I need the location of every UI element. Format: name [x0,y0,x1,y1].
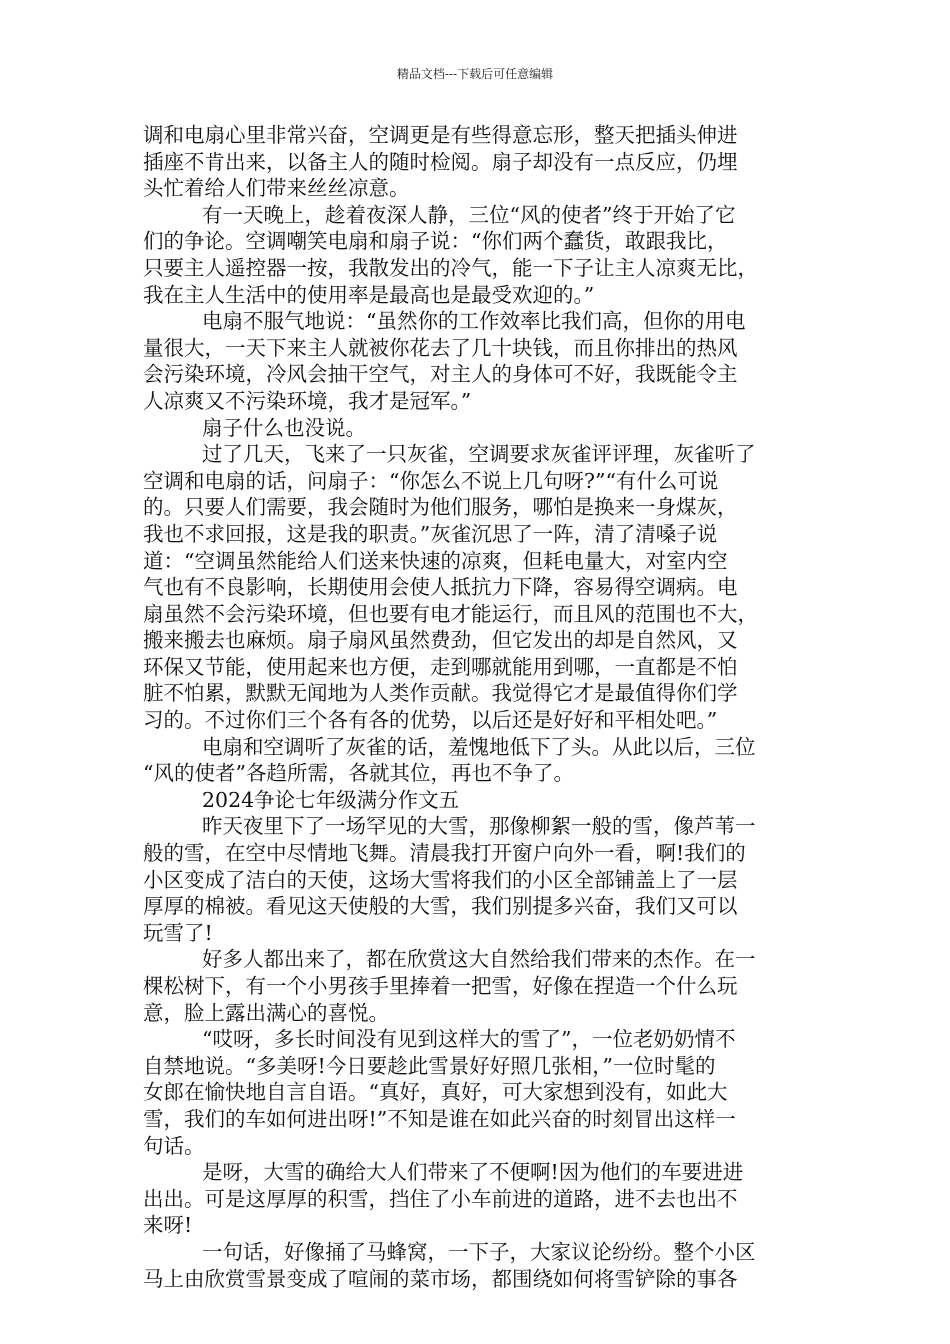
text-line: 头忙着给人们带来丝丝凉意。 [143,176,410,201]
paragraph [143,787,811,814]
text-line: 只要主人遥控器一按，我散发出的冷气，能一下子让主人凉爽无比， [143,255,758,280]
paragraph [143,946,811,1026]
paragraph [143,308,811,414]
text-line: 句话。 [143,1133,205,1158]
text-line: 环保又节能，使用起来也方便，走到哪就能用到哪，一直都是不怕 [143,654,738,679]
text-line: 的。只要人们需要，我会随时为他们服务，哪怕是换来一身煤灰， [143,495,738,520]
text-line: 2024争论七年级满分作文五 [202,787,460,812]
text-line: “风的使者”各趋所需，各就其位，再也不争了。 [143,761,574,786]
text-line: 我在主人生活中的使用率是最高也是最受欢迎的。” [143,282,595,307]
text-line: 好多人都出来了，都在欣赏这大自然给我们带来的杰作。在一 [202,947,756,972]
paragraph [143,202,811,308]
paragraph [143,1026,811,1159]
text-line: 调和电扇心里非常兴奋，空调更是有些得意忘形，整天把插头伸进 [143,123,738,147]
paragraph [143,1159,811,1239]
text-line: 过了几天，飞来了一只灰雀，空调要求灰雀评评理，灰雀听了 [202,442,756,467]
text-line: 电扇和空调听了灰雀的话，羞愧地低下了头。从此以后，三位 [202,734,756,759]
text-line: 空调和电扇的话，问扇子：“你怎么不说上几句呀?”“有什么可说 [143,468,719,493]
text-line: 道：“空调虽然能给人们送来快速的凉爽，但耗电量大，对室内空 [143,548,728,573]
text-line: 搬来搬去也麻烦。扇子扇风虽然费劲，但它发出的却是自然风，又 [143,628,738,653]
text-line: 自禁地说。“多美呀!今日要趁此雪景好好照几张相，”一位时髦的 [143,1053,716,1078]
text-line: 雪，我们的车如何进出呀!”不知是谁在如此兴奋的时刻冒出这样一 [143,1106,736,1131]
text-line: 小区变成了洁白的天使，这场大雪将我们的小区全部铺盖上了一层 [143,867,738,892]
page-header: 精品文档---下载后可任意编辑 [396,67,554,81]
text-line: 一句话，好像捅了马蜂窝，一下子，大家议论纷纷。整个小区 [202,1239,756,1264]
text-line: 量很大，一天下来主人就被你花去了几十块钱，而且你排出的热风 [143,335,738,360]
text-line: 脏不怕累，默默无闻地为人类作贡献。我觉得它才是最值得你们学 [143,681,738,706]
paragraph [143,122,811,202]
text-line: 意，脸上露出满心的喜悦。 [143,1000,389,1025]
text-line: 马上由欣赏雪景变成了喧闹的菜市场，都围绕如何将雪铲除的事各 [143,1266,738,1291]
text-line: 习的。不过你们三个各有各的优势，以后还是好好和平相处吧。” [143,708,718,733]
text-line: 般的雪，在空中尽情地飞舞。清晨我打开窗户向外一看，啊!我们的 [143,841,746,866]
paragraph [143,441,811,734]
text-line: 电扇不服气地说：“虽然你的工作效率比我们高，但你的用电 [202,309,746,334]
text-line: 们的争论。空调嘲笑电扇和扇子说：“你们两个蠢货，敢跟我比， [143,229,728,254]
text-line: 女郎在愉快地自言自语。“真好，真好，可大家想到没有，如此大 [143,1080,728,1105]
text-line: 厚厚的棉被。看见这天使般的大雪，我们别提多兴奋，我们又可以 [143,894,738,919]
text-line: 出出。可是这厚厚的积雪，挡住了小车前进的道路，进不去也出不 [143,1186,738,1211]
text-line: 扇子什么也没说。 [202,415,366,440]
text-line: 我也不求回报，这是我的职责。”灰雀沉思了一阵，清了清嗓子说 [143,521,718,546]
text-line: 是呀，大雪的确给大人们带来了不便啊!因为他们的车要进进 [202,1160,744,1185]
text-line: 来呀! [143,1213,193,1238]
text-line: “哎呀，多长时间没有见到这样大的雪了”，一位老奶奶情不 [202,1027,736,1052]
paragraph [143,813,811,946]
text-line: 昨天夜里下了一场罕见的大雪，那像柳絮一般的雪，像芦苇一 [202,814,756,839]
document-body [143,122,811,1292]
paragraph [143,415,811,442]
text-line: 有一天晚上，趁着夜深人静，三位“风的使者”终于开始了它 [202,202,736,227]
paragraph [143,1239,811,1292]
text-line: 人凉爽又不污染环境，我才是冠军。” [143,388,472,413]
text-line: 插座不肯出来，以备主人的随时检阅。扇子却没有一点反应，仍埋 [143,149,738,174]
text-line: 扇虽然不会污染环境，但也要有电才能运行，而且风的范围也不大， [143,601,758,626]
text-line: 玩雪了! [143,920,213,945]
paragraph [143,734,811,787]
text-line: 气也有不良影响，长期使用会使人抵抗力下降，容易得空调病。电 [143,575,738,600]
text-line: 会污染环境，冷风会抽干空气，对主人的身体可不好，我既能令主 [143,362,738,387]
text-line: 棵松树下，有一个小男孩手里捧着一把雪，好像在捏造一个什么玩 [143,974,738,998]
